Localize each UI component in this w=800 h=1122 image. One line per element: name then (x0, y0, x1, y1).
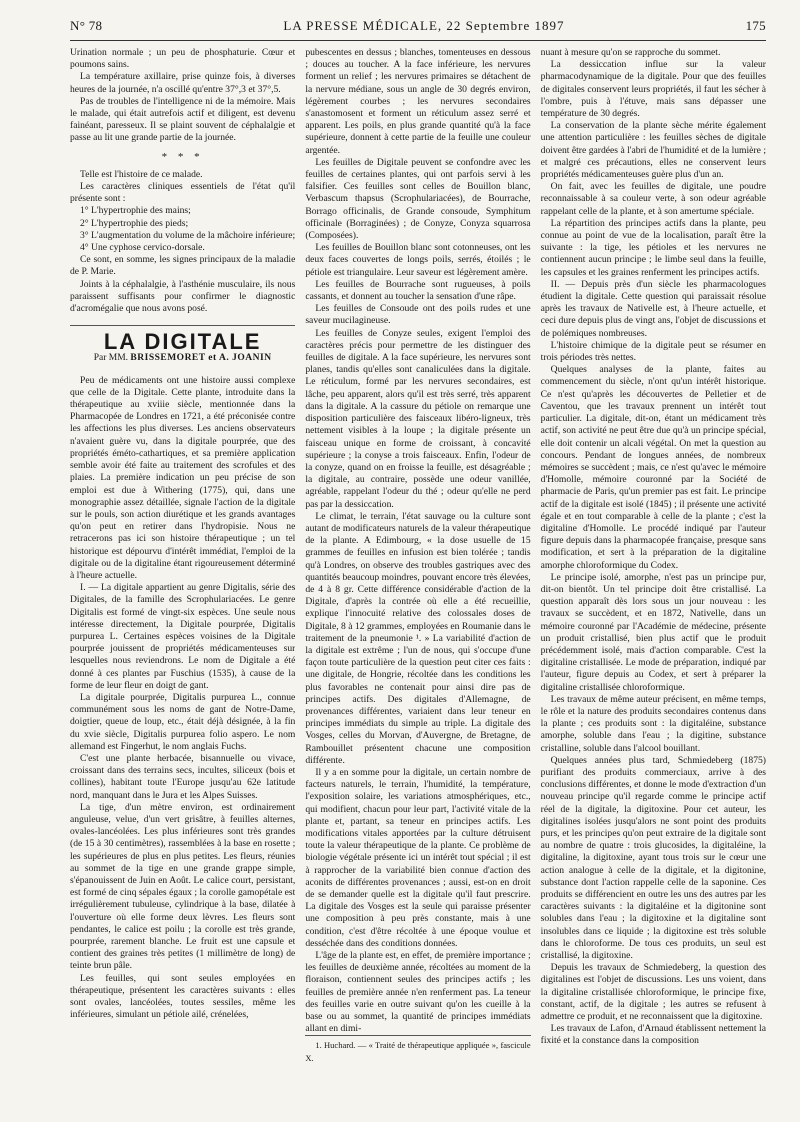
paragraph: Depuis les travaux de Schmiedeberg, la question des digitalines est l'objet de discussions. Les uns voient, dans la digitaline cristallisée chloroformique, le principe fixe, constant, actif, de la digitale ; les autres se refusent à admettre ce produit, et ne reconnaissent que la digitoxine. (540, 962, 766, 1023)
list-item: 2° L'hypertrophie des pieds; (80, 217, 189, 229)
page-number: 175 (745, 18, 766, 33)
paragraph: La température axillaire, prise quinze fois, à diverses heures de la journée, n'a oscillé qu'entre 37°,3 et 37°,5. (70, 71, 296, 95)
byline-authors: BRISSEMORET et A. JOANIN (130, 353, 272, 364)
paragraph: Telle est l'histoire de ce malade. (80, 168, 203, 180)
article-title: LA DIGITALE (103, 329, 262, 355)
column-3 (541, 47, 766, 1117)
issue-number: N° 78 (70, 18, 103, 33)
column-1 (70, 47, 295, 1117)
section-separator: * * * (161, 150, 204, 163)
paragraph: Les travaux de Lafon, d'Arnaud établissent nettement la fixité et la constance dans la composition (540, 1023, 766, 1047)
columns (70, 47, 766, 1117)
paragraph: II. — Depuis près d'un siècle les pharmacologues étudient la digitale. Cette question qui paraissait résolue après les travaux de Nativelle est, à l'heure actuelle, et ceci dure depuis plus de vingt ans, l'objet de discussions et de polémiques nombreuses. (540, 278, 766, 339)
paragraph: La tige, d'un mètre environ, est ordinairement anguleuse, velue, d'un vert grisâtre, à feuilles alternes, ovales-lancéolées. Les plus inférieures sont très grandes (de 15 à 30 centimètres), rassemblées à la base en rosette ; les supérieures de plus en plus petites. Les fleurs, réunies au sommet de la tige en une grande grappe simple, s'épanouissent de Juin en Août. Le calice court, persistant, est formé de cinq sépales égaux ; la corolle gamopétale est irrégulièrement tubuleuse, cylindrique à la base, dilatée à l'ouverture où elle forme deux lèvres. Les fleurs sont pendantes, le calice est poilu ; la corolle est très grande, pourprée, rarement blanche. Le fruit est une capsule et contient des graines très petites (1 millimètre de long) de teinte brun pâle. (70, 801, 296, 972)
list-item: 1° L'hypertrophie des mains; (80, 205, 191, 217)
clinical-signs-list (70, 205, 295, 254)
list-item: 4° Une cyphose cervico-dorsale. (80, 242, 205, 254)
paragraph: La dessiccation influe sur la valeur pharmacodynamique de la digitale. Pour que des feuilles de digitales conservent leurs propriétés, il faut les sécher à l'ombre, puis à l'étuve, mais sans dépasser une température de 30 degrés. (540, 59, 766, 120)
list-item: 3° L'augmentation du volume de la mâchoire inférieure; (80, 229, 296, 241)
paragraph: La répartition des principes actifs dans la plante, peu connue au point de vue de la localisation, paraît être la suivante : la tige, les pétioles et les nervures ne contiennent aucun principe ; le limbe seul dans la feuille, les capsules et les graines renferment les principes actifs. (540, 217, 766, 278)
paragraph: nuant à mesure qu'on se rapproche du sommet. (540, 47, 721, 58)
paragraph: Quelques analyses de la plante, faites au commencement du siècle, n'ont qu'un intérêt historique. Ce n'est qu'après les découvertes de Pelletier et de Caventou, que les travaux prennent un intérêt tout particulier. La digitale, dit-on, étant un médicament très actif, son activité ne peut être due qu'à un principe spécial, elle doit contenir un alcali végétal. On met la question au concours. Pendant de longues années, de nombreux mémoires se succèdent ; mais, ce n'est qu'avec le mémoire d'Homolle, mémoire couronné par la Société de pharmacie de Paris, qu'un premier pas est fait. Le principe actif de la digitale est isolé (1845) ; il présente une activité égale et en tout comparable à celle de la plante ; c'est la digitaline d'Homolle. Le procédé indiqué par l'auteur figure depuis dans la pharmacopée française, presque sans modification, et sert à la préparation de la digitaline amorphe chloroformique du Codex. (540, 364, 766, 571)
divider (70, 325, 295, 326)
paragraph: Les feuilles de Conyze seules, exigent l'emploi des caractères précis pour permettre de les distinguer des feuilles de digitale. A la face supérieure, les nervures sont planes, tandis qu'elles sont canaliculées dans la digitale. Le réticulum, formé par les nervures secondaires, est lâche, peu apparent, alors qu'il est très serré, très apparent dans la digitale. A la cassure du pétiole on remarque une disposition particulière des faisceaux libéro-ligneux, très nettement visibles à la loupe ; la digitale présente un faisceau unique en forme de croissant, à concavité supérieure ; la conyse a trois faisceaux. Enfin, l'odeur de la conyze, quand on en froisse la feuille, est désagréable ; la digitale, au contraire, possède une odeur vanillée, agréable, rappelant l'odeur du thé ; odeur qu'elle ne perd pas par la dessiccation. (305, 327, 531, 510)
footnote: 1. Huchard. — « Traité de thérapeutique appliquée », fascicule X. (305, 1035, 530, 1063)
paragraph: On fait, avec les feuilles de digitale, une poudre reconnaissable à sa couleur verte, à son odeur agréable rappelant celle de la plante, et à son amertume spéciale. (540, 181, 766, 217)
paragraph: Les feuilles, qui sont seules employées en thérapeutique, présentent les caractères suivants : elles sont ovales, lancéolées, toutes sessiles, même les inférieures, simulant un pétiole ailé, crénelées, (70, 972, 296, 1021)
paragraph: C'est une plante herbacée, bisannuelle ou vivace, croissant dans des terrains secs, incultes, siliceux (bois et collines), habitant toute l'Europe jusqu'au 62e latitude nord, manquant dans le Jura et les Alpes Suisses. (70, 752, 296, 801)
paragraph: Peu de médicaments ont une histoire aussi complexe que celle de la Digitale. Cette plante, introduite dans la thérapeutique au xviiie siècle, mentionnée dans la Pharmacopée de Londres en 1721, a été préconisée contre les affections les plus diverses. Les anciens observateurs n'avaient guère vu, dans la digitale pourprée, que des propriétés éméto-cathartiques, et sa première application semble avoir été faite au traitement des scrofules et des plaies. La première indication un peu précise de son emploi est due à Withering (1775), qui, dans une monographie assez détaillée, signale l'action de la digitale sur le pouls, son action diurétique et les grands avantages qu'on peut en retirer dans l'hydropisie. Nous ne retracerons pas ici son histoire thérapeutique ; un tel historique est dépourvu d'intérêt immédiat, l'emploi de la digitale ou de la digitaline étant rigoureusement déterminé à l'heure actuelle. (70, 374, 296, 581)
paragraph: Les caractères cliniques essentiels de l'état qu'il présente sont : (70, 181, 296, 205)
paragraph: pubescentes en dessus ; blanches, tomenteuses en dessous ; douces au toucher. A la face inférieure, les nervures forment un relief ; les nervures primaires se détachent de la nervure médiane, sous un angle de 30 degrés environ, légèrement courbes ; les nervures secondaires s'anastomosent et forment un réticulum assez serré et apparent. Les poils, en plus grande quantité qu'à la face supérieure, donnent à cette partie de la feuille une couleur argentée. (305, 47, 531, 156)
paragraph: L'âge de la plante est, en effet, de première importance ; les feuilles de deuxième année, récoltées au moment de la floraison, contiennent seules des principes actifs ; les feuilles de première année n'en renferment pas. La teneur des feuilles varie en outre suivant qu'on les cueille à la base ou au sommet, la quantité de principes immédiats allant en dimi- (305, 950, 531, 1035)
paragraph: Urination normale ; un peu de phosphaturie. Cœur et poumons sains. (70, 47, 296, 71)
paragraph: Le principe isolé, amorphe, n'est pas un principe pur, dit-on bientôt. Un tel principe doit être cristallisé. La question apparaît dès lors sous un jour nouveau : les travaux se succèdent, et en 1872, Nativelle, dans un mémoire couronné par l'Académie de médecine, présente un produit cristallisé, bien plus actif que le produit précédemment isolé, mais d'action comparable. C'est la digitaline cristallisée. Le mode de préparation, indiqué par l'auteur, figure depuis au Codex, et sert à préparer la digitaline cristallisée chloroformique. (540, 571, 766, 693)
paragraph: Ce sont, en somme, les signes principaux de la maladie de P. Marie. (70, 254, 296, 278)
paragraph: La conservation de la plante sèche mérite également une attention particulière : les feuilles sèches de digitale doivent être gardées à l'abri de l'humidité et de la lumière ; et malgré ces précautions, elles ne conservent leurs propriétés médicamenteuses guère plus d'un an. (540, 120, 766, 181)
byline (70, 352, 295, 364)
paragraph: Joints à la céphalalgie, à l'asthénie musculaire, ils nous paraissent suffisants pour confirmer le diagnostic d'acromégalie que nous avons posé. (70, 278, 296, 315)
paragraph: Les feuilles de Consoude ont des poils rudes et une saveur mucilagineuse. (305, 303, 531, 327)
paragraph: Pas de troubles de l'intelligence ni de la mémoire. Mais le malade, qui était autrefois actif et diligent, est devenu fainéant, paresseux. Il se plaint souvent de céphalalgie et passe au lit une grande partie de la journée. (70, 95, 296, 144)
paragraph: L'histoire chimique de la digitale peut se résumer en trois périodes très nettes. (540, 339, 766, 364)
paragraph: Le climat, le terrain, l'état sauvage ou la culture sont autant de modificateurs naturels de la valeur thérapeutique de la plante. A Edimbourg, « la dose usuelle de 15 grammes de feuilles en infusion est bien tolérée ; tandis qu'à Londres, on observe des troubles gastriques avec des quantités beaucoup moindres, pouvant encore très élevées, de 4 à 8 gr. Cette différence considérable d'action de la Digitale, d'après la contrée où elle a été recueillie, explique l'innocuité relative des colossales doses de Digitale, 8 à 12 grammes, employées en Roumanie dans le traitement de la pneumonie ¹. » La variabilité d'action de la digitale est extrême ; l'un de nous, qui s'occupe d'une façon toute particulière de la question peut citer ces faits : une digitale, de Hongrie, récoltée dans les conditions les plus favorables ne contenait pour ainsi dire pas de principes actifs. Des digitales d'Allemagne, de provenances différentes, variaient dans leur teneur en principes immédiats du simple au triple. La digitale des Vosges, celles du Morvan, d'Auvergne, de Bretagne, de Rambouillet présentent chacune une composition différente. (305, 510, 531, 766)
paragraph: Les feuilles de Bouillon blanc sont cotonneuses, ont les deux faces couvertes de longs poils, serrés, étoilés ; le pétiole est triangulaire. Leur saveur est légèrement amère. (305, 242, 531, 278)
byline-prefix: Par MM. (93, 353, 129, 364)
paragraph: La digitale pourprée, Digitalis purpurea L., connue communément sous les noms de gant de Notre-Dame, doigtier, queue de loup, etc., était déjà désignée, à la fin du xvie siècle, Digitalis purpurea folio aspero. Le nom allemand est Fingerhut, le nom anglais Fuchs. (70, 691, 296, 752)
paragraph: Il y a en somme pour la digitale, un certain nombre de facteurs naturels, le terrain, l'humidité, la température, l'exposition solaire, les variations atmosphériques, etc., qui modifient, chacun pour leur part, l'activité vitale de la plante et, partant, sa teneur en principes actifs. Les modifications vitales apportées par la culture détruisent toute la valeur thérapeutique de la plante. Ce problème de biologie végétale présente ici un intérêt tout spécial ; il est à rapprocher de la variabilité bien connue d'action des aconits de différentes provenances ; aussi, est-on en droit de se demander quelle est la digitale qu'il faut prescrire. La digitale des Vosges est la seule qui paraisse présenter une composition à peu près constante, mais à une condition, c'est d'être récoltée à une époque voulue et desséchée dans des conditions données. (305, 766, 531, 949)
paragraph: Les feuilles de Bourrache sont rugueuses, à poils cassants, et donnent au toucher la sensation d'une râpe. (305, 278, 531, 303)
journal-title: LA PRESSE MÉDICALE, 22 Septembre 1897 (283, 18, 565, 33)
page-header (70, 18, 766, 41)
paragraph: I. — La digitale appartient au genre Digitalis, série des Digitales, de la famille des Scrophulariacées. Le genre Digitalis est formé de vingt-six espèces. Une seule nous intéresse directement, la Digitale pourprée, Digitalis purpurea L. Certaines espèces voisines de la Digitale pourprée jouissent de propriétés médicamenteuses sur lesquelles nous reviendrons. Le nom de Digitale a été donné à ces plantes par Fuschius (1535), à cause de la forme de leur fleur en doigt de gant. (70, 582, 296, 691)
paragraph: Les feuilles de Digitale peuvent se confondre avec les feuilles de certaines plantes, qui ont parfois servi à les falsifier. Ces feuilles sont celles de Bouillon blanc, Verbascum thapsus (Scrophulariacées), de Bourrache, Borrago officinalis, de Grande consoude, Symphitum officinale (Borraginées) ; de Conyze, Conyza squarrosa (Composées). (305, 156, 531, 242)
column-2 (305, 47, 530, 1117)
paragraph: Les travaux de même auteur précisent, en même temps, le rôle et la nature des produits secondaires contenus dans la plante ; ces produits sont : la digitaléine, substance amorphe, soluble dans l'eau ; la digitine, substance cristalline, soluble dans l'alcool bouillant. (540, 693, 766, 754)
paragraph: Quelques années plus tard, Schmiedeberg (1875) purifiant des produits commerciaux, arrive à des conclusions différentes, et donne le mode d'extraction d'un nouveau principe qu'il regarde comme le principe actif réel de la digitale, la digitoxine. Pour cet auteur, les digitalines isolées jusqu'alors ne sont point des produits purs, et les principes qu'on peut extraire de la digitale sont au nombre de quatre : trois glucosides, la digitaléine, la digitaline, la digitoxine, ayant tous trois sur le cœur une action analogue à celle de la digitale, et la digitonine, substance dont l'action rappelle celle de la saponine. Ces produits se différencient en outre les uns des autres par les caractères suivants : la digitaléine et la digitonine sont solubles dans l'eau ; la digitoxine et la digitaline sont insolubles dans ce liquide ; la digitoxine est très soluble dans le chloroforme. De tous ces produits, un seul est cristallisé, la digitoxine. (540, 754, 766, 962)
